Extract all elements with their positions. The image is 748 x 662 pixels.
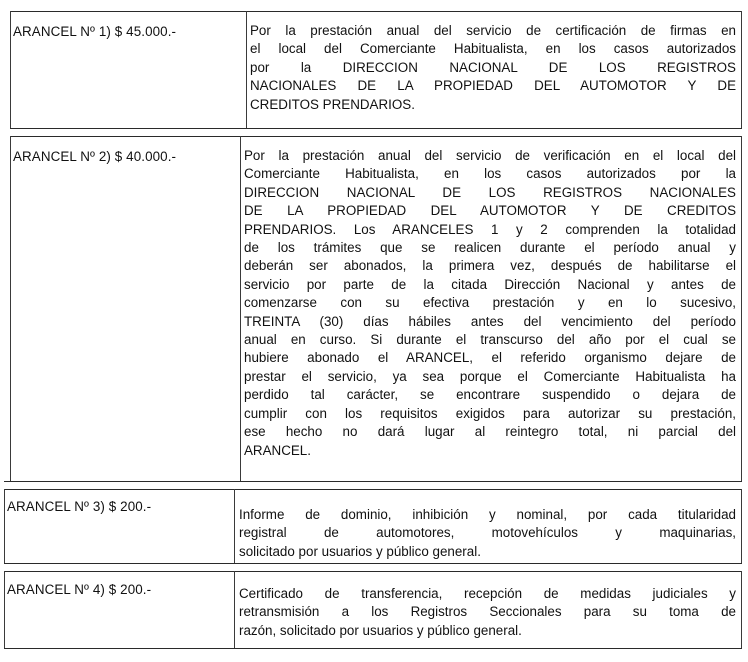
description-line: ese hecho no dará lugar al reintegro total, ni parcial del [244,424,736,440]
description-line: Certificado de transferencia, recepción de medidas judiciales y [239,586,736,601]
description-line: NACIONALES DE LA PROPIEDAD DEL AUTOMOTOR Y DE [250,78,736,94]
description-line: perdido tal carácter, se encontrare suspendido o dejara de [244,387,736,403]
description-line: anual en curso. Si durante el transcurso del año por el cual se [244,332,736,348]
row-divider [4,563,742,564]
row-divider [10,11,742,12]
description-line: DIRECCION NACIONAL DE LOS REGISTROS NACIONALES [244,184,736,200]
column-divider [741,489,742,563]
arancel-2-description [244,147,736,460]
row-divider [10,128,742,129]
arancel-1-label: ARANCEL Nº 1) $ 45.000.- [13,24,177,39]
arancel-3-label: ARANCEL Nº 3) $ 200.- [7,499,152,514]
column-divider [741,11,742,128]
column-divider [10,11,11,128]
description-line: de los trámites que se realicen durante el período anual y [244,240,736,256]
row-divider [4,648,742,649]
column-divider [234,571,235,648]
description-line: servicio por parte de la citada Dirección Nacional y antes de [244,276,736,292]
description-line: Por la prestación anual del servicio de verificación en el local del [244,148,736,163]
column-divider [741,571,742,648]
description-line: prestar el servicio, ya sea porque el Comerciante Habitualista ha [244,368,736,384]
column-divider [240,136,241,481]
row-divider [4,571,742,572]
description-line: Comerciante Habitualista, en los casos autorizados por la [244,166,736,182]
description-line: deberán ser abonados, la primera vez, después de habilitarse el [244,258,736,274]
description-line: CREDITOS PRENDARIOS. [250,96,415,112]
description-line: TREINTA (30) días hábiles antes del vencimiento del período [244,313,736,329]
description-line: registral de automotores, motovehículos y maquinarias, [239,525,736,541]
description-line: el local del Comerciante Habitualista, en los casos autorizados [250,41,736,57]
column-divider [10,136,11,481]
row-divider [10,136,742,137]
column-divider [741,136,742,481]
description-line: Informe de dominio, inhibición y nominal, por cada titularidad [239,507,736,522]
description-line: cumplir con los requisitos exigidos para autorizar su prestación, [244,405,736,421]
description-line: razón, solicitado por usuarios y público general. [239,622,522,638]
arancel-2-label: ARANCEL Nº 2) $ 40.000.- [13,149,177,164]
arancel-4-label: ARANCEL Nº 4) $ 200.- [7,582,152,597]
description-line: DE LA PROPIEDAD DEL AUTOMOTOR Y DE CREDITOS [244,203,736,219]
column-divider [4,571,5,648]
description-line: Por la prestación anual del servicio de certificación de firmas en [250,23,736,38]
arancel-4-description [239,585,736,640]
description-line: comenzarse con su efectiva prestación y en lo sucesivo, [244,295,736,311]
row-divider [4,489,742,490]
arancel-3-description [239,506,736,561]
description-line: por la DIRECCION NACIONAL DE LOS REGISTROS [250,59,736,75]
description-line: retransmisión a los Registros Seccionales para su toma de [239,604,736,620]
description-line: solicitado por usuarios y público general. [239,543,481,559]
column-divider [246,11,247,128]
description-line: hubiere abonado el ARANCEL, el referido organismo dejare de [244,350,736,366]
description-line: PRENDARIOS. Los ARANCELES 1 y 2 comprenden la totalidad [244,221,736,237]
description-line: ARANCEL. [244,442,311,458]
column-divider [234,489,235,563]
arancel-1-description [250,22,736,114]
column-divider [4,489,5,563]
row-divider [4,481,742,482]
